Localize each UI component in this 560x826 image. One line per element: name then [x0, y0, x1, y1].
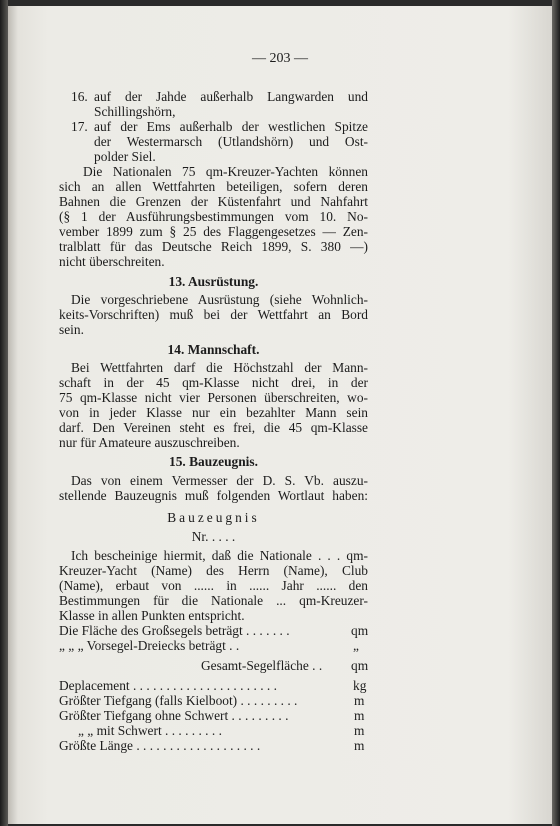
total-label: Gesamt-Segelfläche . . — [201, 658, 323, 673]
sail-row-label: „ „ „ Vorsegel-Dreiecks beträgt . . — [59, 638, 240, 653]
measure-row-label: Größter Tiefgang (falls Kielboot) . . . . . . . . . — [59, 693, 298, 708]
measure-row-label: Deplacement . . . . . . . . . . . . . . . . . . . . . . — [59, 678, 277, 693]
list-number: 16. — [71, 89, 88, 104]
list-item-line: Schillingshörn, — [94, 104, 176, 119]
measure-row-unit: kg — [353, 678, 367, 693]
paragraph-line: vember 1899 zum § 25 des Flaggengesetzes — Zen- — [59, 224, 368, 239]
sail-row-label: Die Fläche des Großsegels beträgt . . . . . . . — [59, 623, 290, 638]
book-page — [8, 6, 552, 824]
paragraph-line: Bei Wettfahrten darf die Höchstzahl der Mann- — [71, 360, 368, 375]
certificate-line: Kreuzer-Yacht (Name) des Herrn (Name), Club — [59, 563, 368, 578]
sail-row-unit: „ — [353, 638, 359, 653]
section-heading: 14. Mannschaft. — [167, 342, 260, 357]
paragraph-line: Die vorgeschriebene Ausrüstung (siehe Wohnlich- — [71, 292, 368, 307]
paragraph-line: stellende Bauzeugnis muß folgenden Wortlaut haben: — [59, 488, 368, 503]
paragraph-line: sein. — [59, 322, 84, 337]
list-item-line: auf der Ems außerhalb der westlichen Spitze — [94, 119, 368, 134]
certificate-title: Bauzeugnis — [167, 510, 260, 525]
list-item-line: der Westermarsch (Utlandshörn) und Ost- — [94, 134, 368, 149]
paragraph-line: von in jeder Klasse nur ein bezahlter Mann sein — [59, 405, 368, 420]
measure-row-label: Größter Tiefgang ohne Schwert . . . . . . . . . — [59, 708, 289, 723]
certificate-number: Nr. . . . . — [191, 529, 236, 544]
certificate-line: Bestimmungen für die Nationale ... qm-Kreuzer- — [59, 593, 368, 608]
paragraph-line: keits-Vorschriften) muß bei der Wettfahrt an Bord — [59, 307, 368, 322]
paragraph-line: sich an allen Wettfahrten beteiligen, sofern deren — [59, 179, 368, 194]
paragraph-line: (§ 1 der Ausführungsbestimmungen vom 10. No- — [59, 209, 368, 224]
paragraph-line: schaft in der 45 qm-Klasse nicht drei, in der — [59, 375, 368, 390]
page-edge-right — [552, 0, 560, 826]
measure-row-unit: m — [354, 723, 365, 738]
section-heading: 15. Bauzeugnis. — [169, 454, 258, 469]
paragraph-line: 75 qm-Klasse nicht vier Personen überschreiten, wo- — [59, 390, 368, 405]
sail-row-unit: qm — [351, 623, 369, 638]
paragraph-line: Die Nationalen 75 qm-Kreuzer-Yachten können — [83, 164, 368, 179]
list-number: 17. — [71, 119, 88, 134]
total-unit: qm — [351, 658, 369, 673]
list-item-line: auf der Jahde außerhalb Langwarden und — [94, 89, 368, 104]
paragraph-line: nicht überschreiten. — [59, 254, 165, 269]
paragraph-line: Bahnen die Grenzen der Küstenfahrt und Nahfahrt — [59, 194, 368, 209]
measure-row-unit: m — [354, 693, 365, 708]
measure-row-unit: m — [354, 708, 365, 723]
measure-row-label: „ „ mit Schwert . . . . . . . . . — [78, 723, 222, 738]
page-number: — 203 — — [252, 51, 308, 66]
certificate-line: Klasse in allen Punkten entspricht. — [59, 608, 245, 623]
paragraph-line: tralblatt für das Deutsche Reich 1899, S. 380 —) — [59, 239, 368, 254]
section-heading: 13. Ausrüstung. — [168, 274, 259, 289]
paragraph-line: Das von einem Vermesser der D. S. Vb. auszu- — [71, 473, 368, 488]
paragraph-line: darf. Den Vereinen steht es frei, die 45 qm-Klasse — [59, 420, 368, 435]
list-item-line: polder Siel. — [94, 149, 156, 164]
page-edge-left — [0, 0, 8, 826]
certificate-line: (Name), erbaut von ...... in ...... Jahr ...... den — [59, 578, 368, 593]
certificate-line: Ich bescheinige hiermit, daß die Nationale . . . qm- — [71, 548, 368, 563]
measure-row-unit: m — [354, 738, 365, 753]
measure-row-label: Größte Länge . . . . . . . . . . . . . . . . . . . — [59, 738, 261, 753]
paragraph-line: nur für Amateure auszuschreiben. — [59, 435, 240, 450]
